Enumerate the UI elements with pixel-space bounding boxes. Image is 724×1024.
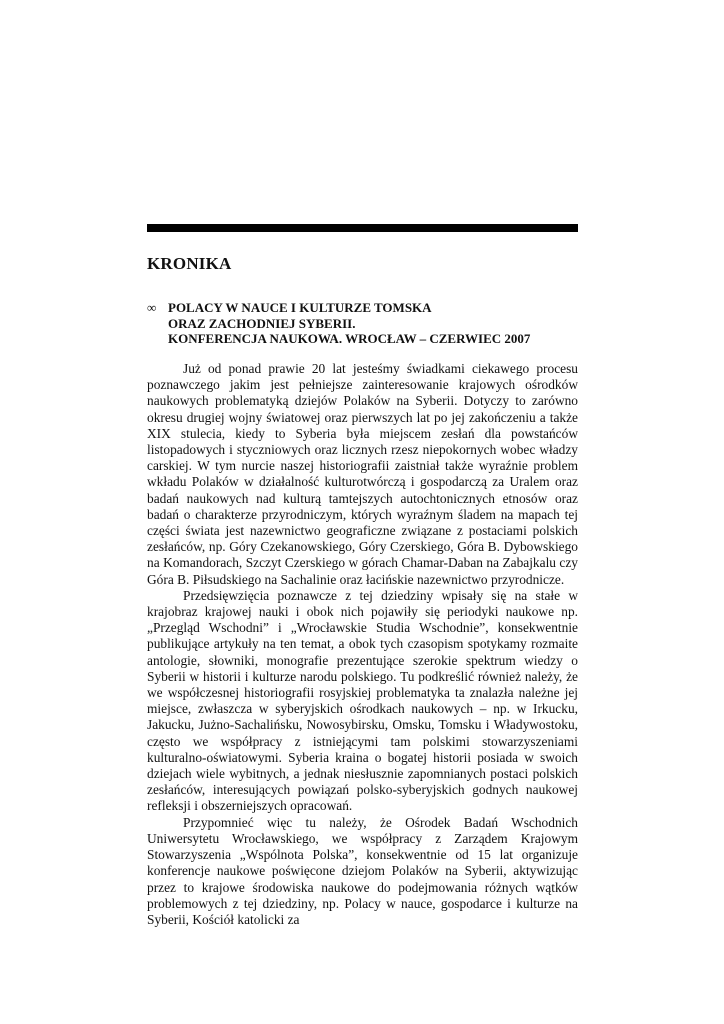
section-title: KRONIKA <box>147 254 232 273</box>
article-body <box>147 361 578 928</box>
article-title-line-2: ORAZ ZACHODNIEJ SYBERII. <box>168 315 356 331</box>
paragraph-3: Przypomnieć więc tu należy, że Ośrodek Badań Wschodnich Uniwersytetu Wrocławskiego, we współpracy z Zarządem Krajowym Stowarzyszenia „Wspólnota Polska”, konsekwentnie od 15 lat organizuje konferencje naukowe poświęcone dziejom Polaków na Syberii, aktywizując przez to krajowe środowiska naukowe do podejmowania różnych wątków problemowych z tej dziedziny, np. Polacy w nauce, gospodarce i kulturze na Syberii, Kościół katolicki za <box>147 814 578 927</box>
article-title <box>168 300 578 347</box>
article-title-line-1: POLACY W NAUCE I KULTURZE TOMSKA <box>168 300 432 315</box>
paragraph-1: Już od ponad prawie 20 lat jesteśmy świadkami ciekawego procesu poznawczego jakim jest pełniejsze zainteresowanie krajowych ośrodków naukowych problematyką dziejów Polaków na Syberii. Dotyczy to zarówno okresu drugiej wojny światowej oraz pierwszych lat po jej zakończeniu a także XIX stulecia, kiedy to Syberia była miejscem zesłań dla powstańców listopadowych i styczniowych oraz licznych rzesz niepokornych wobec władzy carskiej. W tym nurcie naszej historiografii zaistniał także wyraźnie problem wkładu Polaków w działalność kulturotwórczą i gospodarczą za Uralem oraz badań naukowych nad kulturą tamtejszych autochtonicznych etnosów oraz badań o charakterze przyrodniczym, których wyraźnym śladem na mapach tej części świata jest nazewnictwo geograficzne związane z postaciami polskich zesłańców, np. Góry Czekanowskiego, Góry Czerskiego, Góra B. Dybowskiego na Komandorach, Szczyt Czerskiego w górach Chamar-Daban na Zabajkalu czy Góra B. Piłsudskiego na Sachalinie oraz łacińskie nazewnictwo przyrodnicze. <box>147 361 578 587</box>
header-rule <box>147 224 578 232</box>
paragraph-2: Przedsięwzięcia poznawcze z tej dziedziny wpisały się na stałe w krajobraz krajowej nauki i obok nich pojawiły się periodyki naukowe np. „Przegląd Wschodni” i „Wrocławskie Studia Wschodnie”, konsekwentnie publikujące artykuły na ten temat, a obok tych czasopism spotykamy rozmaite antologie, słowniki, monografie prezentujące szerokie spektrum wiedzy o Syberii w historii i kulturze narodu polskiego. Tu podkreślić również należy, że we współczesnej historiografii rosyjskiej problematyka ta znalazła należne jej miejsce, zwłaszcza w syberyjskich ośrodkach naukowych – np. w Irkucku, Jakucku, Jużno-Sachalińsku, Nowosybirsku, Omsku, Tomsku i Władywostoku, często we współpracy z istniejącymi tam polskimi stowarzyszeniami kulturalno-oświatowymi. Syberia kraina o bogatej historii posiada w swoich dziejach wiele wybitnych, a jednak niesłusznie zapomnianych postaci polskich zesłańców, interesujących powiązań polsko-syberyjskich godnych naukowej refleksji i obszerniejszych opracowań. <box>147 587 578 814</box>
article-header <box>147 300 578 347</box>
infinity-icon: ∞ <box>147 300 157 315</box>
article-title-line-3: KONFERENCJA NAUKOWA. WROCŁAW – CZERWIEC 2007 <box>168 331 531 346</box>
